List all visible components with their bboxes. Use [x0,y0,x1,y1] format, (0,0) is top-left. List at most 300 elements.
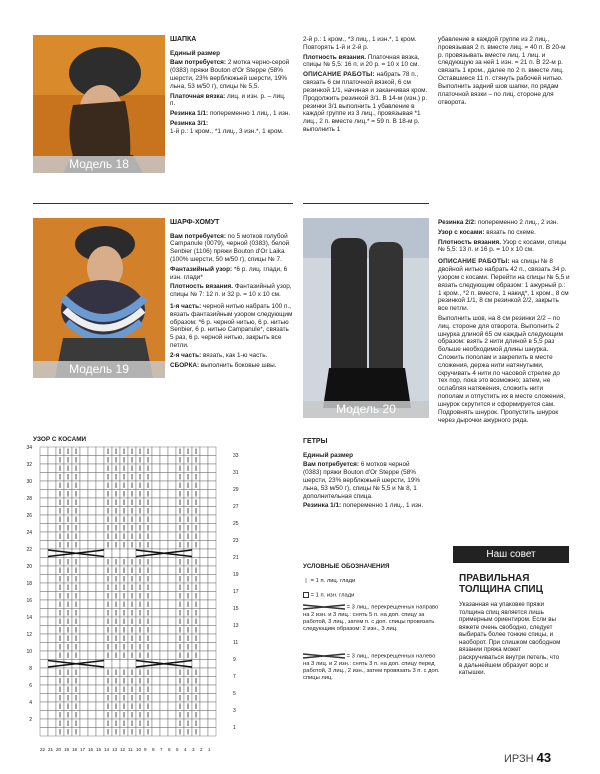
section-divider [303,203,429,204]
row-number-left: 16 [26,598,32,604]
chart-cell [200,694,208,703]
row-number-right: 11 [233,640,239,646]
chart-cell [40,558,48,567]
chart-cell [152,728,160,737]
chart-cell [40,643,48,652]
tip-header: Наш совет [453,546,569,563]
model-20-illustration [303,218,429,418]
row-number-left: 20 [26,564,32,570]
chart-cell [88,600,96,609]
row-number-right: 25 [233,521,239,527]
model-19-illustration [33,218,165,378]
chart-cell [96,728,104,737]
chart-cell [192,549,200,558]
chart-cell [80,473,88,482]
chart-cell [96,592,104,601]
chart-cell [40,575,48,584]
chart-cell [208,660,216,669]
chart-cell [40,600,48,609]
chart-cell [40,728,48,737]
chart-cell [88,464,96,473]
rib31-text: 1-й р.: 1 кром., *1 лиц., 3 изн.*, 1 кром. [170,127,284,135]
chart-cell [208,634,216,643]
chart-cell [168,481,176,490]
chart-cell [168,719,176,728]
chart-cell [80,558,88,567]
chart-cell [96,685,104,694]
chart-cell [80,609,88,618]
rib22-label: Резинка 2/2: [438,219,477,226]
chart-cell [48,566,56,575]
row-number-left: 10 [26,649,32,655]
chart-cell [48,490,56,499]
chart-cell [48,464,56,473]
row-number-right: 27 [233,504,239,510]
chart-cell [80,694,88,703]
column-number: 22 [40,747,46,752]
chart-cell [40,617,48,626]
chart-cell [208,694,216,703]
chart-cell [200,592,208,601]
part1-text: черной нитью набрать 100 п., вязать фантазийным узором следующим образом: *6 р. черной нитью, 6 р. нитью Senbier, 6 р. нитью Campanule*, связать 5 раз, 6 р. черной нитью, закрыть все петли. [170,303,293,350]
chart-cell [48,617,56,626]
chart-cell [168,558,176,567]
chart-cell [160,728,168,737]
chart-cell [80,515,88,524]
chart-cell [200,634,208,643]
chart-cell [48,583,56,592]
row-number-right: 9 [233,657,236,663]
chart-cell [112,660,120,669]
size-heading: Единый размер [170,49,221,57]
chart-cell [48,719,56,728]
chart-cell [96,694,104,703]
chart-cell [176,660,184,669]
chart-cell [152,685,160,694]
rib11-label: Резинка 1/1: [170,110,209,118]
tip-text: Указанная на упаковке пряжи толщина спиц является лишь примерным ориентиром. Если вы вяжете очень свободно, следует выбирать более тонкие спицы, и наоборот. При слишком свободном вязании пряжа может раскручиваться внутри петель, что в дальнейшем образует ворс и катышки. [459,601,561,677]
chart-cell [96,634,104,643]
chart-cell [200,719,208,728]
chart-cell [80,524,88,533]
chart-cell [200,490,208,499]
chart-cell [96,532,104,541]
chart-cell [208,447,216,456]
chart-cell [200,702,208,711]
chart-cell [152,490,160,499]
materials-text: 2 мотка черно-серой (0383) пряжи Bouton d'Or Steppe (58% шерсти, 23% верблюжьей шерсти, 19% льна, 53 м/50 г), спицы № 5,5. [170,59,290,90]
chart-cell [48,575,56,584]
chart-cell [200,507,208,516]
chart-cell [96,566,104,575]
chart-cell [88,617,96,626]
chart-cell [160,668,168,677]
legend-cable-left-text: = 3 лиц., перекрещенных направо на 2 изн. и 3 лиц.: снять 5 п. на доп. спицу за работой, 3 лиц., затем п. с доп. спицы провязать следующим образом: 2 изн., 3 лиц. [303,604,439,632]
column-number: 8 [152,747,155,752]
column-number: 16 [88,747,94,752]
chart-cell [56,549,64,558]
chart-cell [160,677,168,686]
chart-cell [80,643,88,652]
chart-cell [48,702,56,711]
chart-cell [80,532,88,541]
chart-cell [208,575,216,584]
chart-cell [96,473,104,482]
chart-cell [80,583,88,592]
density-text: Узор с косами, спицы № 5,5: 13 п. и 16 р. = 10 x 10 см. [438,238,567,254]
chart-cell [48,541,56,550]
row-number-left: 12 [26,632,32,638]
chart-cell [200,473,208,482]
chart-cell [48,668,56,677]
description-text: набрать 78 п., связать 6 см платочной вязкой, 6 см резинкой 1/1, начиная и заканчивая кром. Продолжить резинкой 3/1. В 14-м (изн.) р. резинки 3/1 выполнить 1 убавление в каждой группе из 3 лиц., провязывая *1 лиц., 2 п. вместе лиц.* = 59 п. В 18-м р. выполнить 1 [303,71,428,133]
chart-cell [88,473,96,482]
cable-chart-grid [32,445,232,745]
model-19-title: ШАРФ-ХОМУТ [170,219,220,226]
chart-cell [160,515,168,524]
chart-cell [88,447,96,456]
chart-cell [152,473,160,482]
chart-cell [168,634,176,643]
column-number: 7 [160,747,163,752]
chart-cell [96,651,104,660]
chart-cell [208,728,216,737]
chart-cell [152,677,160,686]
chart-cell [48,515,56,524]
chart-cell [152,447,160,456]
chart-cell [96,583,104,592]
chart-cell [40,719,48,728]
chart-cell [80,507,88,516]
legend-purl [303,592,443,600]
chart-cell [160,617,168,626]
chart-cell [160,464,168,473]
row-number-left: 26 [26,513,32,519]
chart-cell [48,677,56,686]
chart-cell [152,643,160,652]
rib31-label: Резинка 3/1: [170,120,209,128]
chart-cell [96,609,104,618]
row-number-left: 30 [26,479,32,485]
chart-cell [96,643,104,652]
section-divider [33,203,293,204]
chart-cell [208,643,216,652]
chart-cell [96,541,104,550]
chart-cell [192,660,200,669]
chart-cell [168,541,176,550]
chart-cell [160,532,168,541]
chart-cell [160,583,168,592]
chart-cell [152,711,160,720]
chart-cell [208,566,216,575]
chart-cell [40,702,48,711]
chart-cell [120,549,128,558]
description-label: ОПИСАНИЕ РАБОТЫ: [438,258,510,266]
chart-cell [168,447,176,456]
chart-cell [88,626,96,635]
row-number-left: 4 [29,700,32,706]
chart-cell [40,541,48,550]
chart-cell [160,719,168,728]
column-number: 6 [168,747,171,752]
chart-cell [56,660,64,669]
knit-symbol-icon: | [305,578,307,584]
chart-cell [168,600,176,609]
density-text: Фантазийный узор, спицы № 7: 12 п. и 32 р. = 10 x 10 см. [170,283,292,299]
chart-cell [88,558,96,567]
chart-cell [152,609,160,618]
chart-cell [48,532,56,541]
chart-cell [88,634,96,643]
chart-cell [40,711,48,720]
chart-cell [40,490,48,499]
chart-cell [160,685,168,694]
chart-cell [80,566,88,575]
chart-cell [160,456,168,465]
tip-box [453,570,569,730]
chart-cell [160,473,168,482]
chart-cell [168,456,176,465]
chart-cell [208,558,216,567]
chart-cell [168,626,176,635]
chart-cell [48,685,56,694]
chart-cell [152,464,160,473]
materials-text: по 5 мотков голубой Campanule (0079), черной (0383), белой Senbier (1106) пряжи Bouton d'Or Laika (100% шерсти, 50 м/50 г), спицы № 7. [170,232,290,263]
chart-cell [200,524,208,533]
description-label: ОПИСАНИЕ РАБОТЫ: [303,71,375,79]
chart-cell [80,481,88,490]
chart-cell [80,464,88,473]
column-number: 13 [112,747,118,752]
chart-cell [208,651,216,660]
chart-cell [48,473,56,482]
chart-cell [152,558,160,567]
chart-cell [88,515,96,524]
chart-cell [96,668,104,677]
row-number-left: 24 [26,530,32,536]
chart-cell [88,507,96,516]
chart-cell [88,549,96,558]
chart-cell [48,651,56,660]
column-number: 9 [144,747,147,752]
row-number-right: 23 [233,538,239,544]
chart-cell [96,515,104,524]
chart-cell [160,626,168,635]
footer-brand: ИРЗН [504,753,534,765]
chart-cell [88,677,96,686]
fancy-pattern-label: Фантазийный узор: [170,265,233,273]
chart-cell [160,566,168,575]
chart-cell [128,660,136,669]
row-number-right: 29 [233,487,239,493]
chart-cell [168,643,176,652]
chart-cell [152,694,160,703]
rib31-continued: 2-й р.: 1 кром., *3 лиц., 1 изн.*, 1 кром. Повторять 1-й и 2-й р. [303,36,417,51]
chart-cell [160,558,168,567]
chart-cell [200,711,208,720]
chart-cell [48,711,56,720]
legend-cable-right-text: = 3 лиц., перекрещенных налево на 3 лиц. и 2 изн.: снять 3 п. на доп. спицу перед работой, 3 лиц., 2 изн., затем провязать 3 п. с доп. спицы лиц. [303,653,440,681]
chart-cell [160,490,168,499]
model-18-text-col3 [438,36,570,108]
model-20-text-col3 [438,219,570,426]
chart-cell [200,600,208,609]
chart-cell [160,711,168,720]
column-number: 17 [80,747,86,752]
chart-cell [152,575,160,584]
chart-cell [160,592,168,601]
chart-cell [80,498,88,507]
chart-cell [88,575,96,584]
chart-cell [48,592,56,601]
chart-cell [200,549,208,558]
row-number-left: 32 [26,462,32,468]
tip-title: ПРАВИЛЬНАЯ ТОЛЩИНА СПИЦ [459,573,543,595]
chart-cell [48,694,56,703]
chart-cell [168,507,176,516]
chart-cell [168,566,176,575]
column-number: 20 [56,747,62,752]
chart-cell [200,541,208,550]
row-number-column-left [22,445,32,735]
chart-cell [208,677,216,686]
chart-cell [208,592,216,601]
legend-knit [303,578,443,585]
chart-cell [96,481,104,490]
chart-cell [200,566,208,575]
chart-cell [88,685,96,694]
column-number: 4 [184,747,187,752]
chart-cell [208,524,216,533]
chart-cell [152,481,160,490]
chart-cell [200,447,208,456]
density-text: Платочная вязка, спицы № 5,5: 16 п. и 20 р. = 10 x 10 см. [303,53,420,69]
row-number-left: 6 [29,683,32,689]
chart-cell [168,702,176,711]
chart-cell [40,626,48,635]
chart-cell [152,617,160,626]
chart-cell [88,728,96,737]
chart-cell [152,498,160,507]
chart-cell [80,634,88,643]
chart-cell [48,609,56,618]
cable-chart [32,445,232,745]
chart-cell [80,626,88,635]
model-19-photo [33,218,165,378]
chart-cell [152,592,160,601]
chart-cell [168,728,176,737]
chart-cell [40,456,48,465]
chart-cell [80,447,88,456]
density-label: Плотность вязания. [170,283,234,291]
chart-cell [168,711,176,720]
cable-pattern-label: Узор с косами: [438,228,485,236]
model-19-label: Модель 19 [33,361,165,378]
chart-cell [96,524,104,533]
chart-cell [80,719,88,728]
chart-cell [176,549,184,558]
chart-cell [40,447,48,456]
cable-left-symbol-icon [303,604,345,610]
chart-cell [88,456,96,465]
chart-cell [48,481,56,490]
row-number-left: 2 [29,717,32,723]
purl-symbol-icon [303,592,309,598]
chart-cell [200,677,208,686]
row-number-right: 1 [233,725,236,731]
chart-cell [96,677,104,686]
chart-cell [144,660,152,669]
density-label: Плотность вязания. [303,53,367,61]
chart-cell [200,481,208,490]
chart-cell [40,532,48,541]
chart-cell [168,498,176,507]
chart-cell [96,617,104,626]
chart-cell [160,481,168,490]
chart-cell [168,592,176,601]
chart-cell [208,668,216,677]
chart-cell [80,677,88,686]
chart-cell [152,583,160,592]
chart-cell [152,702,160,711]
chart-cell [96,702,104,711]
chart-cell [168,583,176,592]
chart-cell [208,617,216,626]
chart-cell [200,464,208,473]
chart-cell [48,507,56,516]
cable-right-symbol-icon [303,653,345,659]
chart-cell [40,592,48,601]
chart-cell [80,600,88,609]
chart-cell [168,464,176,473]
chart-cell [88,583,96,592]
chart-cell [160,575,168,584]
row-number-right: 21 [233,555,239,561]
chart-cell [200,643,208,652]
chart-cell [48,447,56,456]
model-20-label: Модель 20 [303,401,429,418]
chart-cell [96,711,104,720]
chart-cell [96,447,104,456]
chart-cell [40,668,48,677]
chart-cell [168,575,176,584]
chart-cell [48,600,56,609]
row-number-right: 7 [233,674,236,680]
chart-cell [200,609,208,618]
chart-cell [200,660,208,669]
chart-cell [80,541,88,550]
chart-cell [48,456,56,465]
chart-cell [168,685,176,694]
chart-cell [80,702,88,711]
chart-cell [168,668,176,677]
chart-cell [128,549,136,558]
chart-cell [168,694,176,703]
chart-cell [168,490,176,499]
chart-cell [160,694,168,703]
row-number-right: 3 [233,708,236,714]
chart-cell [48,626,56,635]
chart-cell [208,490,216,499]
chart-cell [88,651,96,660]
row-number-right: 17 [233,589,239,595]
chart-cell [80,685,88,694]
chart-cell [88,592,96,601]
chart-cell [40,634,48,643]
chart-cell [40,583,48,592]
chart-cell [40,549,48,558]
chart-cell [88,609,96,618]
